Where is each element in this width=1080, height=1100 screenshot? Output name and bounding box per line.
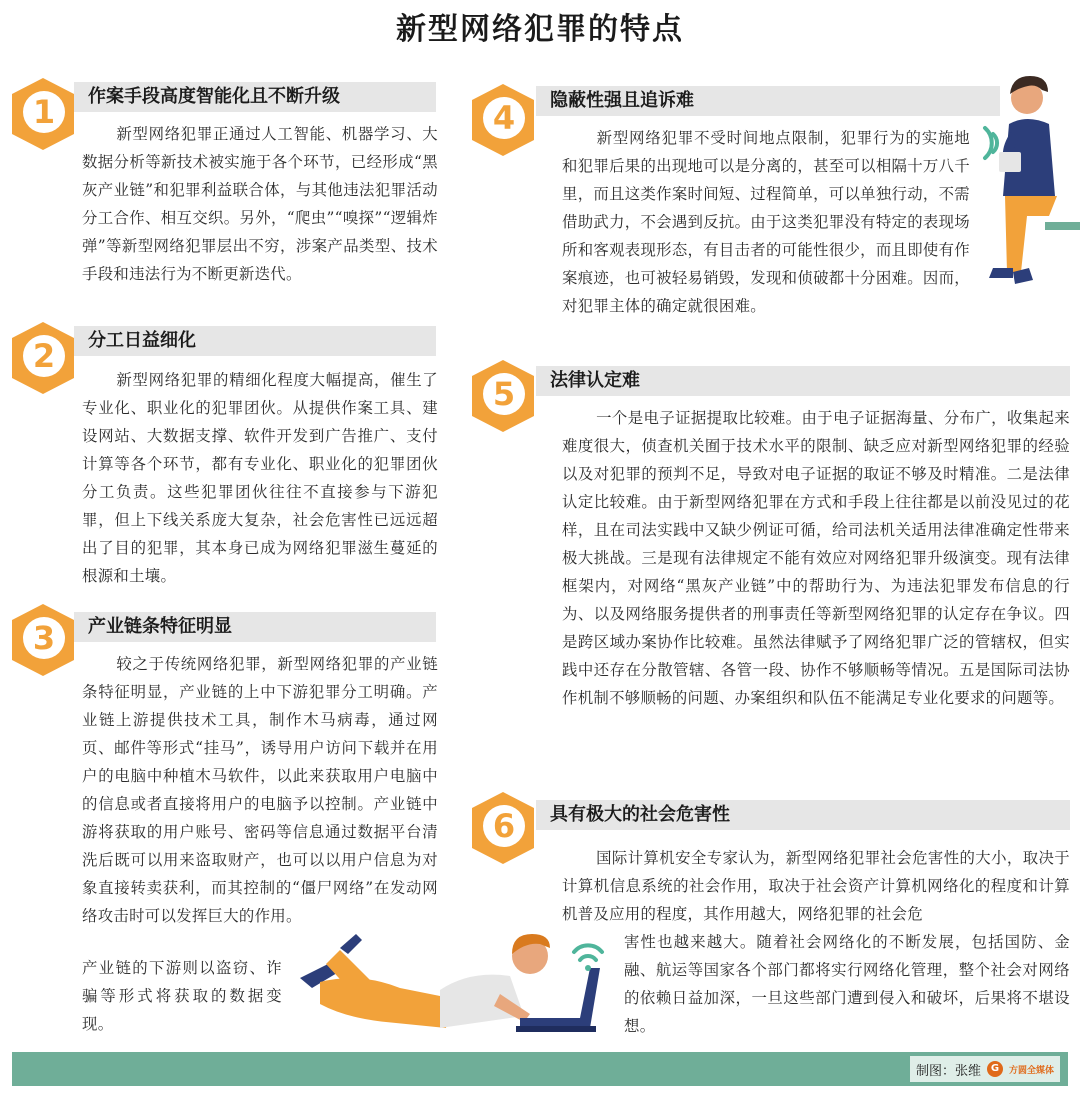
section-body: 一个是电子证据提取比较难。由于电子证据海量、分布广，收集起来难度很大，侦查机关囿于技术水平的限制、缺乏应对新型网络犯罪的经验以及对犯罪的预判不足，导致对电子证据的取证不够及时精准。二是法律认定比较难。由于新型网络犯罪在方式和手段上往往都是以前没见过的花样，且在司法实践中又缺少例证可循，给司法机关适用法律准确定性带来极大挑战。三是现有法律规定不能有效应对网络犯罪升级演变。现有法律框架内，对网络“黑灰产业链”中的帮助行为、为违法犯罪发布信息的行为、以及网络服务提供者的刑事责任等新型网络犯罪的认定存在争议。四是跨区域办案协作比较难。虽然法律赋予了网络犯罪广泛的管辖权，但实践中还存在分散管辖、各管一段、协作不够顺畅等情况。五是国际司法协作机制不够顺畅的问题、办案组织和队伍不能满足专业化要求的问题等。 [562,409,1070,707]
hexagon-badge-icon [470,82,536,158]
section-heading: 分工日益细化 [74,326,436,356]
section-heading: 具有极大的社会危害性 [536,800,1070,830]
publisher-logo-text: 方圆全媒体 [1008,1065,1054,1076]
person-sitting-with-phone-icon [975,72,1080,302]
section-body-continued: 害性也越来越大。随着社会网络化的不断发展，包括国防、金融、航运等国家各个部门都将实行网络化管理，整个社会对网络的依赖日益加深，一旦这些部门遭到侵入和破坏，后果将不堪设想。 [624,933,1070,1035]
number-badge-3 [10,602,76,678]
wifi-icon [574,945,602,971]
person-lying-with-laptop-icon [280,920,620,1048]
number-badge-4 [470,82,536,158]
hexagon-badge-icon [10,320,76,396]
badge-number: 5 [492,375,516,413]
page-title: 新型网络犯罪的特点 [396,12,684,47]
section-heading: 产业链条特征明显 [74,612,436,642]
section-body: 新型网络犯罪不受时间地点限制，犯罪行为的实施地和犯罪后果的出现地可以是分离的，甚至可以相隔十万八千里，而且这类作案时间短、过程简单，可以单独行动，不需借助武力，不会遇到反抗。由于这类犯罪没有特定的表现场所和客观表现形态，有目击者的可能性很少，而且即使有作案痕迹，也可被轻易销毁，发现和侦破都十分困难。因而，对犯罪主体的确定就很困难。 [562,129,970,315]
credit-label: 制图：张维 [915,1063,981,1079]
section-heading: 法律认定难 [536,366,1070,396]
section-body: 新型网络犯罪的精细化程度大幅提高，催生了专业化、职业化的犯罪团伙。从提供作案工具、建设网站、大数据支撑、软件开发到广告推广、支付计算等各个环节，都有专业化、职业化的犯罪团伙分工负责。这些犯罪团伙往往不直接参与下游犯罪，但上下线关系庞大复杂，社会危害性已远远超出了目的犯罪，其本身已成为网络犯罪滋生蔓延的根源和土壤。 [82,371,438,585]
badge-number: 2 [32,337,56,375]
badge-number: 4 [492,99,516,137]
section-body: 较之于传统网络犯罪，新型网络犯罪的产业链条特征明显，产业链的上中下游犯罪分工明确。产业链上游提供技术工具，制作木马病毒，通过网页、邮件等形式“挂马”，诱导用户访问下载并在用户的电脑中种植木马软件，以此来获取用户电脑中的信息或者直接将用户的电脑予以控制。产业链中游将获取的用户账号、密码等信息通过数据平台清洗后既可以用来盗取财产，也可以以用户信息为对象直接转卖获利，而其控制的“僵尸网络”在发动网络攻击时可以发挥巨大的作用。 [82,655,438,925]
badge-number: 6 [492,807,516,845]
number-badge-5 [470,358,536,434]
hexagon-badge-icon [10,76,76,152]
section-body: 国际计算机安全专家认为，新型网络犯罪社会危害性的大小，取决于计算机信息系统的社会作用，取决于社会资产计算机网络化的程度和计算机普及应用的程度，其作用越大，网络犯罪的社会危 [562,849,1070,923]
number-badge-2 [10,320,76,396]
number-badge-6 [470,790,536,866]
credit [910,1056,1060,1082]
section-heading: 隐蔽性强且追诉难 [536,86,1000,116]
section-body-tail: 产业链的下游则以盗窃、诈骗等形式将获取的数据变现。 [82,959,282,1033]
section-body: 新型网络犯罪正通过人工智能、机器学习、大数据分析等新技术被实施于各个环节，已经形成“黑灰产业链”和犯罪利益联合体，与其他违法犯罪活动分工合作、相互交织。另外，“爬虫”“嗅探”“逻辑炸弹”等新型网络犯罪层出不穷，涉案产品类型、技术手段和违法行为不断更新迭代。 [82,125,438,283]
hexagon-badge-icon [470,358,536,434]
badge-number: 1 [32,93,56,131]
publisher-logo-icon: G [987,1061,1003,1077]
badge-number: 3 [32,619,56,657]
hexagon-badge-icon [10,602,76,678]
section-heading: 作案手段高度智能化且不断升级 [74,82,436,112]
number-badge-1 [10,76,76,152]
hexagon-badge-icon [470,790,536,866]
wifi-icon [985,128,997,158]
